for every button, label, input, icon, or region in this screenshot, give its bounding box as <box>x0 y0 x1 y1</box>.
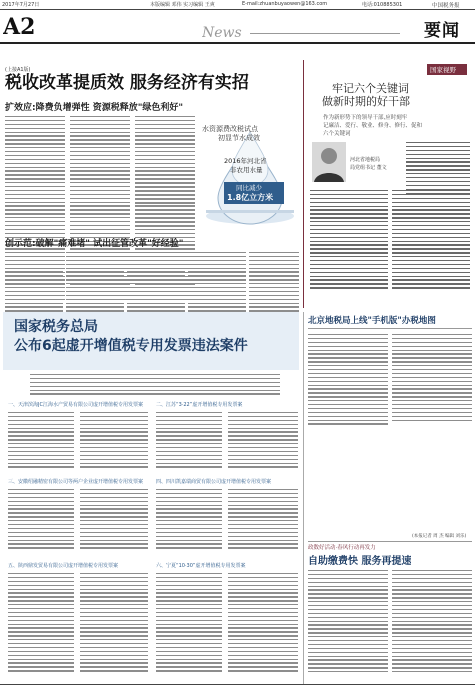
case-1-body-a <box>8 412 74 468</box>
infographic-line-6: 1.8亿立方米 <box>227 193 274 202</box>
case-1-title: 一、天津滨海JC江海水产贸易有限公司虚开增值税专用发票案 <box>8 402 143 408</box>
right-headline-2: 自助缴费快 服务再提速 <box>308 556 412 567</box>
sidebar-deck-3: 六个关键词 <box>323 131 351 137</box>
sidebar-body-col-a <box>406 142 470 194</box>
announcement-headline-1: 国家税务总局 <box>14 319 98 335</box>
header-date: 2017年7月27日 <box>2 2 40 8</box>
header-email: E-mail:zhuanbuyaowen@163.com <box>242 1 328 7</box>
lead-headline: 税收改革提质效 服务经济有实招 <box>5 73 249 93</box>
case-6-body-a <box>156 573 222 672</box>
lead-subhead-2: 创示范:破解"痛难堵" 试出征管改革"好经验" <box>5 239 184 249</box>
case-6-body-b <box>228 573 298 672</box>
right-body-2b <box>392 570 472 672</box>
sidebar-body-col-b <box>310 190 388 289</box>
author-photo <box>312 142 346 182</box>
case-5-body-a <box>8 573 74 672</box>
case-4-title: 四、四川凯嘉瑞商贸有限公司虚开增值税专用发票案 <box>156 479 272 485</box>
photo-caption-2: 局党组书记 董文 <box>350 165 387 171</box>
right-body-1a <box>308 334 388 425</box>
announcement-headline-2: 公布6起虚开增值税专用发票违法案件 <box>14 338 248 354</box>
announcement-intro <box>30 374 280 395</box>
header-phone: 电话:010885301 <box>362 2 403 8</box>
lead-body-col-4 <box>135 175 195 227</box>
case-4-body-a <box>156 489 222 549</box>
case-4-body-b <box>228 489 298 549</box>
right-headline-1: 北京地税局上线"手机版"办税地图 <box>308 316 436 326</box>
case-5-body-b <box>80 573 148 672</box>
photo-caption-1: 河北省地税局 <box>350 157 381 163</box>
infographic-line-1: 水资源费改税试点 <box>202 125 258 133</box>
right-byline: (本报记者 周 杰 编辑 刘乐) <box>412 534 467 539</box>
case-2-body-a <box>156 412 222 468</box>
sidebar-body-col-c <box>392 190 470 289</box>
page-number: A2 <box>3 15 36 39</box>
infographic-line-5: 同比减少 <box>236 184 262 192</box>
sidebar-label: 国家视野 <box>430 66 456 74</box>
case-5-title: 五、陕西鼎发贸易有限公司虚开增值税专用发票案 <box>8 563 119 569</box>
case-3-body-a <box>8 489 74 549</box>
water-infographic <box>200 112 300 228</box>
sidebar-headline-1: 牢记六个关键词 <box>332 82 409 95</box>
case-2-body-b <box>228 412 298 468</box>
case-3-title: 三、安徽绍融精密有限公司等两户企业虚开增值税专用发票案 <box>8 479 144 485</box>
lead-subhead-1: 扩效应:降费负增弹性 资源税释放"绿色利好" <box>5 103 184 113</box>
section-cn: 要闻 <box>424 21 460 41</box>
sidebar-headline-2: 做新时期的好干部 <box>322 95 410 108</box>
right-body-2a <box>308 570 388 672</box>
section-en: News <box>202 25 242 41</box>
case-6-title: 六、宁夏“10·30”虚开增值税专用发票案 <box>156 563 246 569</box>
header-meta: 本版编辑 邓伟 实习编辑 王爽 <box>150 2 215 8</box>
right-body-1b <box>392 334 472 421</box>
infographic-line-3: 2016年河北省 <box>224 157 267 165</box>
case-3-body-b <box>80 489 148 549</box>
case-2-title: 二、江苏“3·22”虚开增值税专用发票案 <box>156 402 243 408</box>
infographic-line-2: 初显节水成效 <box>218 134 260 142</box>
paper-name: 中国税务报 <box>432 3 460 9</box>
case-1-body-b <box>80 412 148 468</box>
sidebar-deck-1: 作为新形势下的领导干部,应时刻牢 <box>323 115 408 121</box>
sidebar-deck-2: 记廉洁、爱行、敬业、修身、修行、促和 <box>323 123 423 129</box>
infographic-line-4: 非农用水量 <box>230 166 263 174</box>
right-label-2: 政数好活动·春风行动再发力 <box>308 545 376 551</box>
lead-kicker: (上接A1版) <box>5 67 31 73</box>
